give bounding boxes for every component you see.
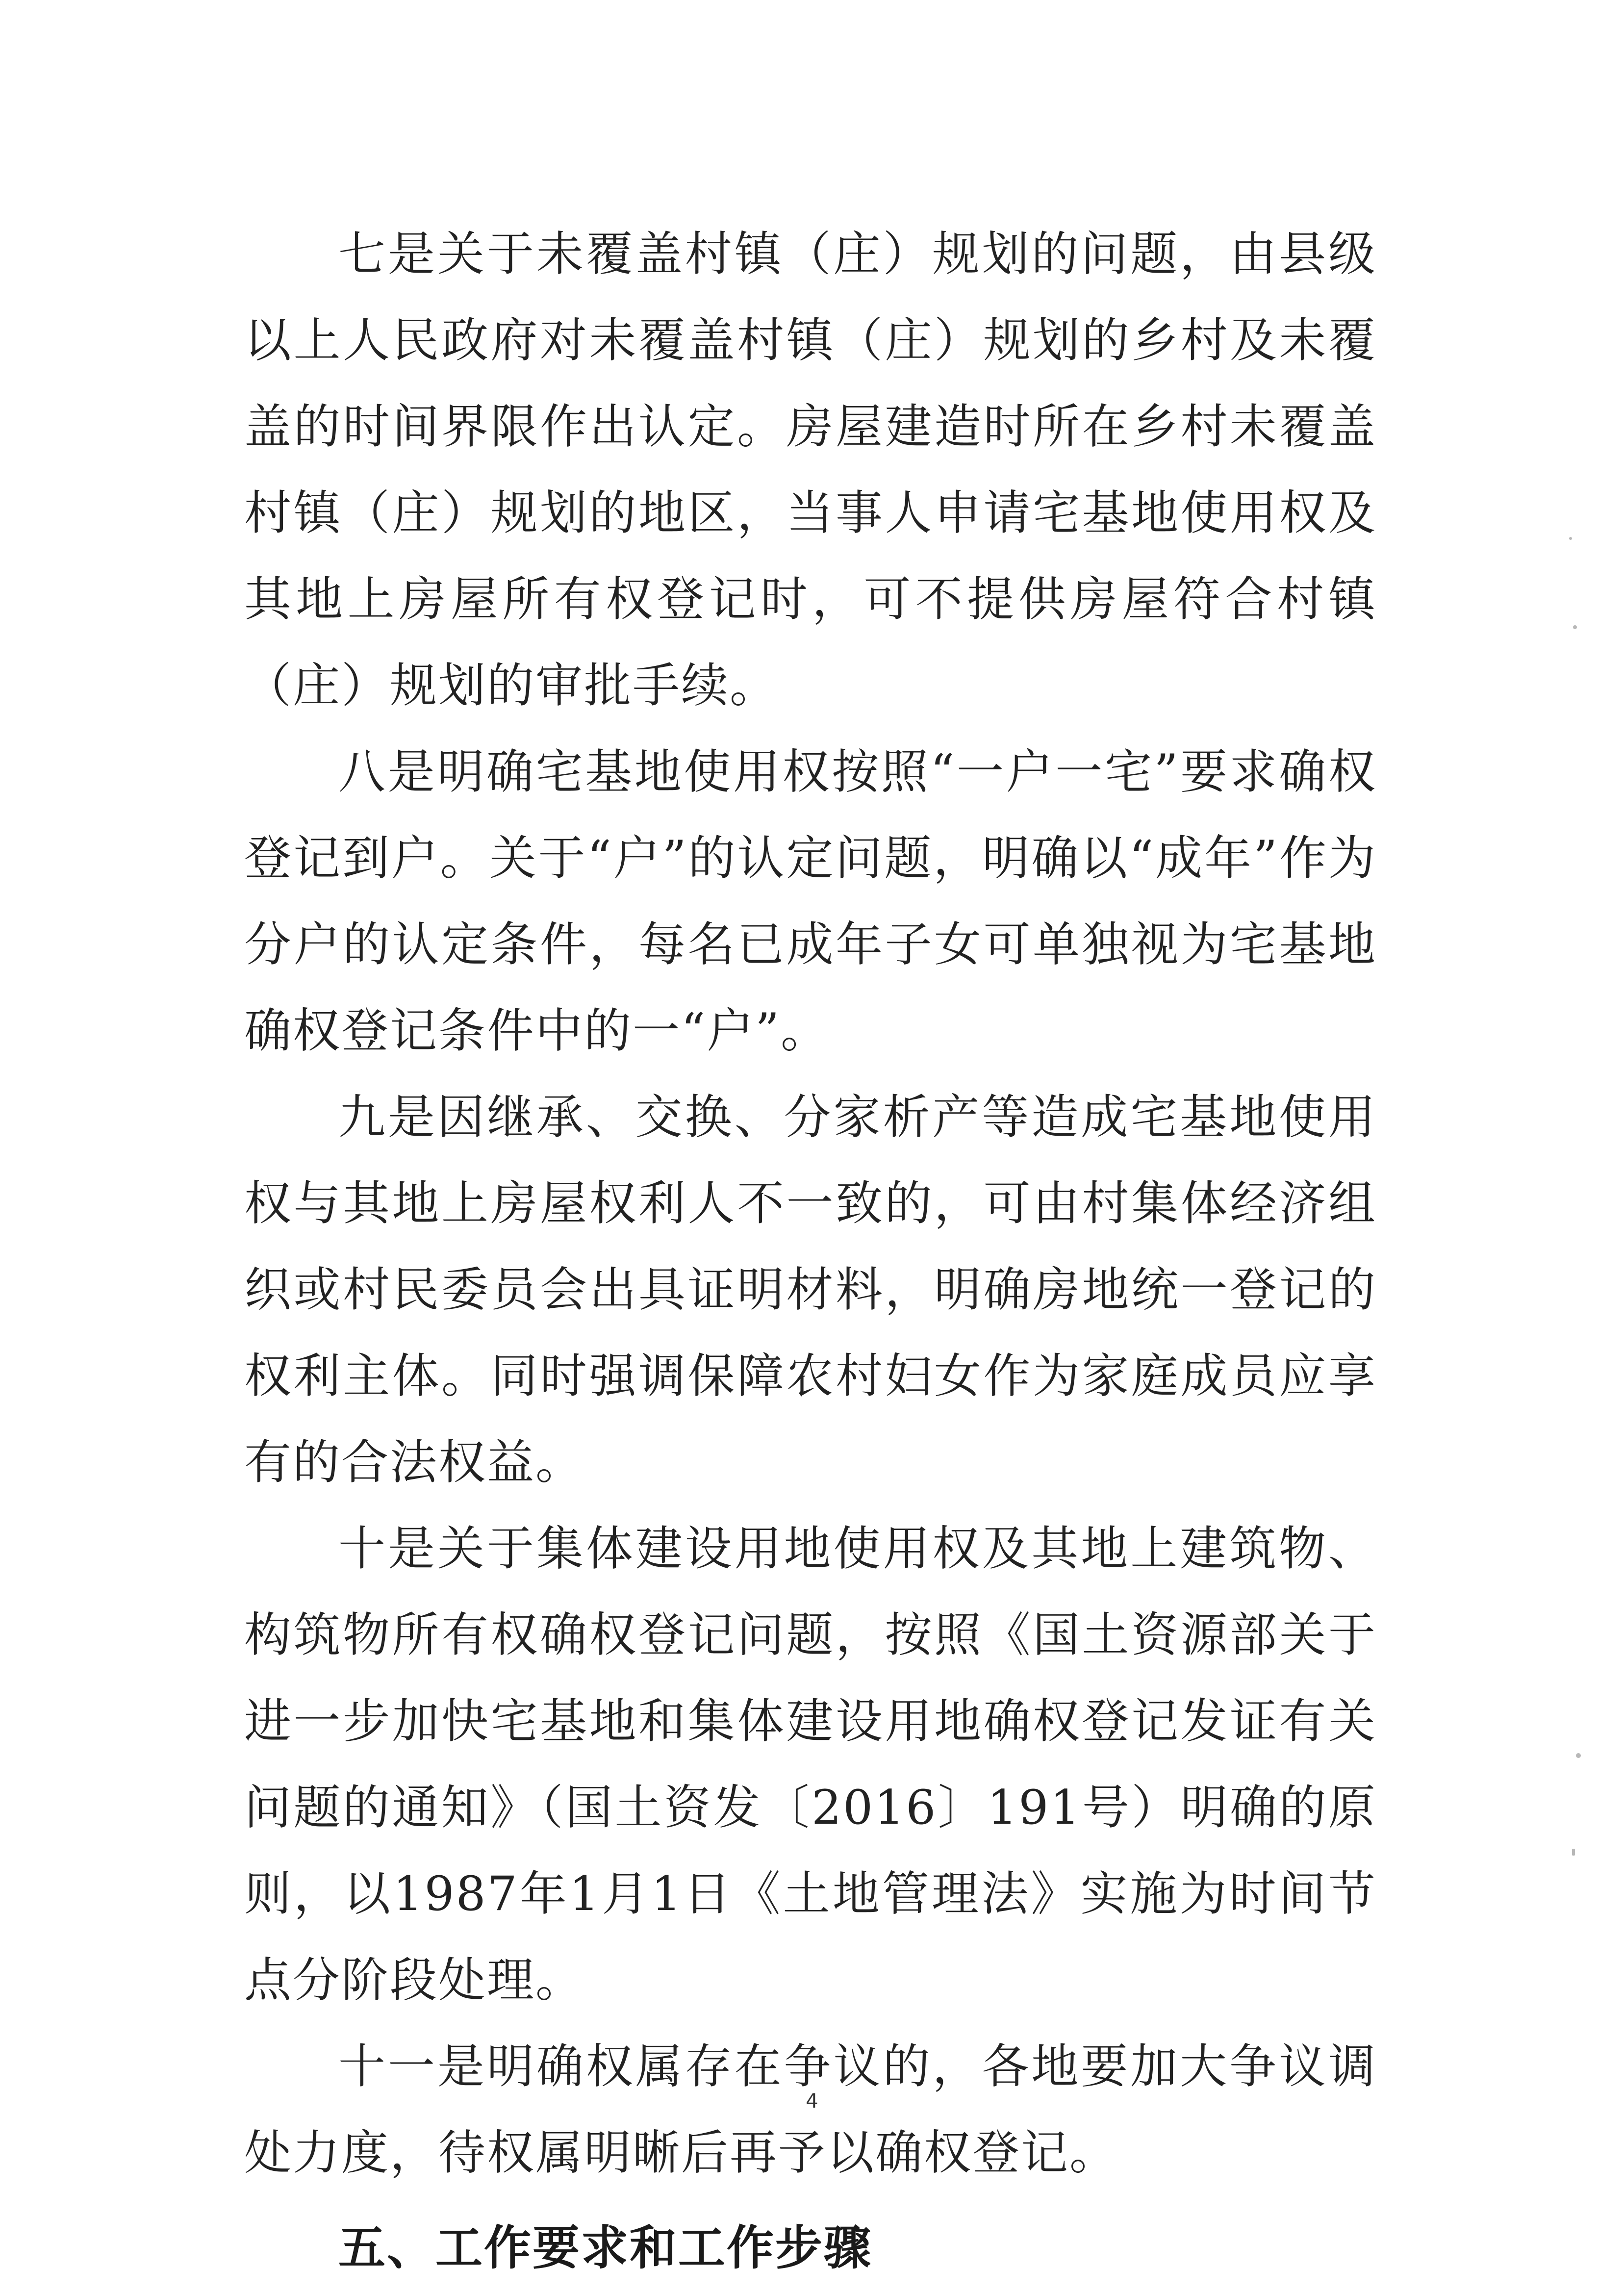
- paragraph-item-11: 十一是明确权属存在争议的，各地要加大争议调处力度，待权属明晰后再予以确权登记。: [244, 2039, 1377, 2180]
- scan-speck: [1569, 537, 1572, 540]
- scan-speck: [1572, 1849, 1575, 1856]
- paragraph-item-7: 七是关于未覆盖村镇（庄）规划的问题，由县级以上人民政府对未覆盖村镇（庄）规划的乡村及未覆盖的时间界限作出认定。房屋建造时所在乡村未覆盖村镇（庄）规划的地区，当事人申请宅基地使用权及其地上房屋所有权登记时，可不提供房屋符合村镇（庄）规划的审批手续。: [244, 227, 1377, 713]
- scan-speck: [1576, 1753, 1581, 1758]
- section-heading: 五、工作要求和工作步骤: [338, 2220, 872, 2275]
- paragraph-item-10: 十是关于集体建设用地使用权及其地上建筑物、构筑物所有权确权登记问题，按照《国土资源部关于进一步加快宅基地和集体建设用地确权登记发证有关问题的通知》（国土资发〔2016〕191号）明确的原则，以1987年1月1日《土地管理法》实施为时间节点分阶段处理。: [244, 1521, 1377, 2008]
- scan-speck: [1573, 625, 1577, 629]
- paragraph-item-9: 九是因继承、交换、分家析产等造成宅基地使用权与其地上房屋权利人不一致的，可由村集体经济组织或村民委员会出具证明材料，明确房地统一登记的权利主体。同时强调保障农村妇女作为家庭成员应享有的合法权益。: [244, 1090, 1377, 1490]
- document-body: [244, 211, 1377, 2291]
- paragraph-item-8: 八是明确宅基地使用权按照“一户一宅”要求确权登记到户。关于“户”的认定问题，明确以“成年”作为分户的认定条件，每名已成年子女可单独视为宅基地确权登记条件中的一“户”。: [244, 744, 1377, 1058]
- page-number: 4: [806, 2090, 818, 2113]
